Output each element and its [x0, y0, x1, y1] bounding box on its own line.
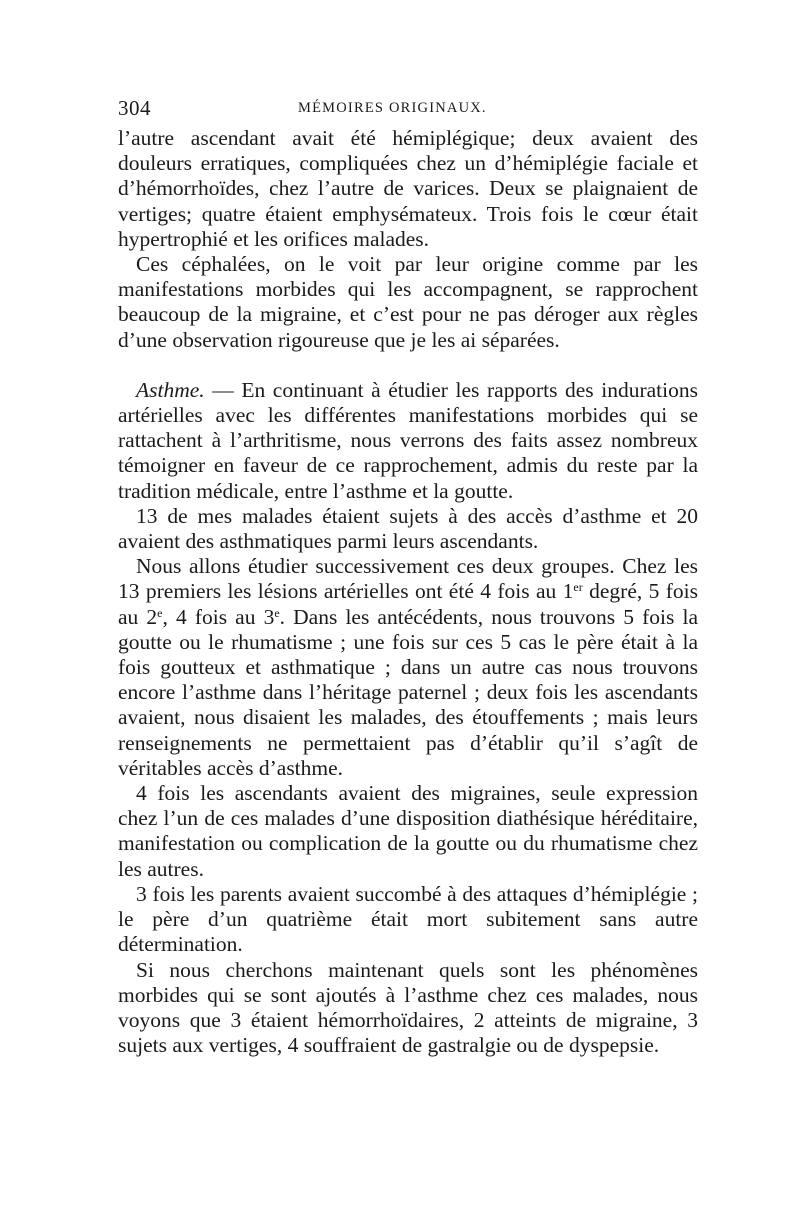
- text-segment: Nous allons étudier successivement ces deux groupes. Chez les 13 premiers les lésions artérielles ont été 4 fois au 1: [118, 554, 698, 604]
- running-title: MÉMOIRES ORIGINAUX.: [298, 100, 487, 116]
- superscript-e: e: [157, 605, 163, 620]
- text-segment: , 4 fois au 3: [162, 604, 275, 629]
- page-number: 304: [118, 96, 151, 120]
- text-segment: degré, 5 fois au 2: [118, 579, 698, 629]
- paragraph-hemiplegie: 3 fois les parents avaient succombé à des attaques d’hémiplégie ; le père d’un quatrième était mort subitement sans autre détermination.: [118, 881, 698, 957]
- paragraph-asthme-text: — En continuant à étudier les rapports des indurations artérielles avec les différentes manifestations morbides qui se rattachent à l’arthritisme, nous verrons des faits assez nombreux témoigner en faveur de ce rapprochement, admis du reste par la tradition médicale, entre l’asthme et la goutte.: [118, 377, 698, 503]
- superscript-er: er: [573, 580, 583, 595]
- paragraph-asthme-intro: [118, 378, 698, 504]
- section-title-asthme: Asthme.: [136, 377, 205, 402]
- text-segment: . Dans les antécédents, nous trouvons 5 fois la goutte ou le rhumatisme ; une fois sur ces 5 cas le père était à la fois goutteux et asthmatique ; dans un autre cas nous trouvons encore l’asthme dans l’héritage paternel ; deux fois les ascendants avaient, nous disaient les malades, des étouffements ; mais leurs renseignements ne permettaient pas d’établir qu’il s’agît de véritables accès d’asthme.: [118, 604, 699, 780]
- paragraph-migraines: 4 fois les ascendants avaient des migraines, seule expression chez l’un de ces malades d’une disposition diathésique héréditaire, manifestation ou complication de la goutte ou du rhumatisme chez les autres.: [118, 781, 698, 881]
- paragraph-continued: l’autre ascendant avait été hémiplégique; deux avaient des douleurs erratiques, compliquées chez un d’hémiplégie faciale et d’hémorrhoïdes, chez l’autre de varices. Deux se plaignaient de vertiges; quatre étaient emphysémateux. Trois fois le cœur était hypertrophié et les orifices malades.: [118, 126, 698, 251]
- paragraph-malades-asthme: 13 de mes malades étaient sujets à des accès d’asthme et 20 avaient des asthmatiques parmi leurs ascendants.: [118, 503, 698, 554]
- paragraph-phenomenes: Si nous cherchons maintenant quels sont les phénomènes morbides qui se sont ajoutés à l’asthme chez ces malades, nous voyons que 3 étaient hémorrhoïdaires, 2 atteints de migraine, 3 sujets aux vertiges, 4 souffraient de gastralgie ou de dyspepsie.: [118, 957, 698, 1058]
- paragraph-deux-groupes: [118, 554, 698, 781]
- running-head: [118, 96, 698, 126]
- body-text: [118, 126, 698, 1058]
- paragraph-cephalees: Ces céphalées, on le voit par leur origine comme par les manifestations morbides qui les accompagnent, se rapprochent beaucoup de la migraine, et c’est pour ne pas déroger aux règles d’une observation rigoureuse que je les ai séparées.: [118, 252, 698, 352]
- superscript-e: e: [274, 605, 280, 620]
- book-page: [118, 96, 698, 1058]
